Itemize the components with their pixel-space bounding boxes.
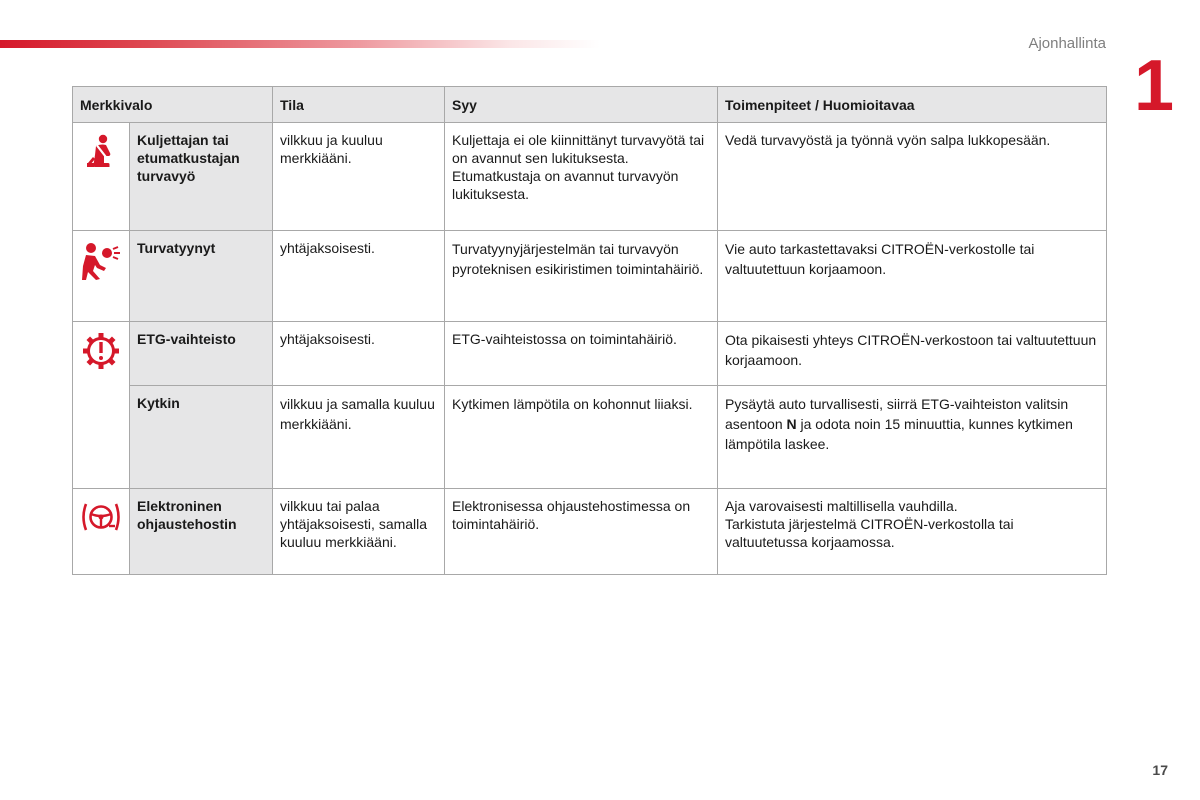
column-header-tila: Tila [273, 87, 445, 123]
tila-cell: yhtäjaksoisesti. [273, 231, 445, 322]
toimenpiteet-cell: Vedä turvavyöstä ja työnnä vyön salpa lukkopesään. [718, 123, 1107, 231]
warning-lights-table [72, 86, 1107, 575]
warning-name: Kytkin [130, 386, 273, 489]
toimenpiteet-text-2: Tarkistuta järjestelmä CITROËN-verkostolla tai valtuutetussa korjaamossa. [725, 516, 1014, 550]
syy-cell: Kytkimen lämpötila on kohonnut liiaksi. [445, 386, 718, 489]
table-row [73, 489, 1107, 575]
toimenpiteet-cell: Vie auto tarkastettavaksi CITROËN-verkostolle tai valtuutettuun korjaamoon. [718, 231, 1107, 322]
syy-text: Kuljettaja ei ole kiinnittänyt turvavyötä tai on avannut sen lukituksesta. [452, 132, 705, 166]
chapter-number: 1 [1134, 46, 1175, 126]
warning-name: Elektroninen ohjaustehostin [130, 489, 273, 575]
toimenpiteet-text: Aja varovaisesti maltillisella vauhdilla. [725, 498, 958, 514]
seatbelt-warning-icon [80, 133, 122, 169]
column-header-merkkivalo: Merkkivalo [73, 87, 273, 123]
table-row [73, 123, 1107, 231]
table-row [73, 231, 1107, 322]
column-header-syy: Syy [445, 87, 718, 123]
section-title: Ajonhallinta [1028, 35, 1106, 52]
toimenpiteet-cell [718, 489, 1107, 575]
warning-name: ETG-vaihteisto [130, 322, 273, 386]
syy-cell: Elektronisessa ohjaustehostimessa on toimintahäiriö. [445, 489, 718, 575]
table-row [73, 322, 1107, 386]
tila-cell: vilkkuu ja kuuluu merkkiääni. [273, 123, 445, 231]
table-header-row [73, 87, 1107, 123]
airbag-warning-icon [80, 241, 122, 281]
icon-cell [73, 231, 130, 322]
syy-cell: Turvatyynyjärjestelmän tai turvavyön pyroteknisen esikiristimen toimintahäiriö. [445, 231, 718, 322]
toimenpiteet-text: Pysäytä auto turvallisesti, siirrä ETG-vaihteiston valitsin asentoon [725, 396, 1069, 432]
icon-cell [73, 489, 130, 575]
toimenpiteet-cell [718, 386, 1107, 489]
icon-cell [73, 322, 130, 489]
icon-cell [73, 123, 130, 231]
syy-cell [445, 123, 718, 231]
table-row [73, 386, 1107, 489]
toimenpiteet-text-2: ja odota noin 15 minuuttia, kunnes kytkimen lämpötila laskee. [725, 416, 1073, 452]
warning-name: Kuljettajan tai etumatkustajan turvavyö [130, 123, 273, 231]
power-steering-warning-icon [80, 499, 122, 535]
tila-cell: yhtäjaksoisesti. [273, 322, 445, 386]
warning-name: Turvatyynyt [130, 231, 273, 322]
gearbox-warning-icon [80, 332, 122, 370]
syy-text-2: Etumatkustaja on avannut turvavyön lukituksesta. [452, 168, 679, 202]
gear-position-n: N [786, 416, 797, 432]
tila-cell: vilkkuu ja samalla kuuluu merkkiääni. [273, 386, 445, 489]
toimenpiteet-cell: Ota pikaisesti yhteys CITROËN-verkostoon tai valtuutettuun korjaamoon. [718, 322, 1107, 386]
page-number: 17 [1152, 762, 1168, 778]
syy-cell: ETG-vaihteistossa on toimintahäiriö. [445, 322, 718, 386]
decorative-top-bar [0, 40, 600, 48]
column-header-toimenpiteet: Toimenpiteet / Huomioitavaa [718, 87, 1107, 123]
tila-cell: vilkkuu tai palaa yhtäjaksoisesti, samalla kuuluu merkkiääni. [273, 489, 445, 575]
